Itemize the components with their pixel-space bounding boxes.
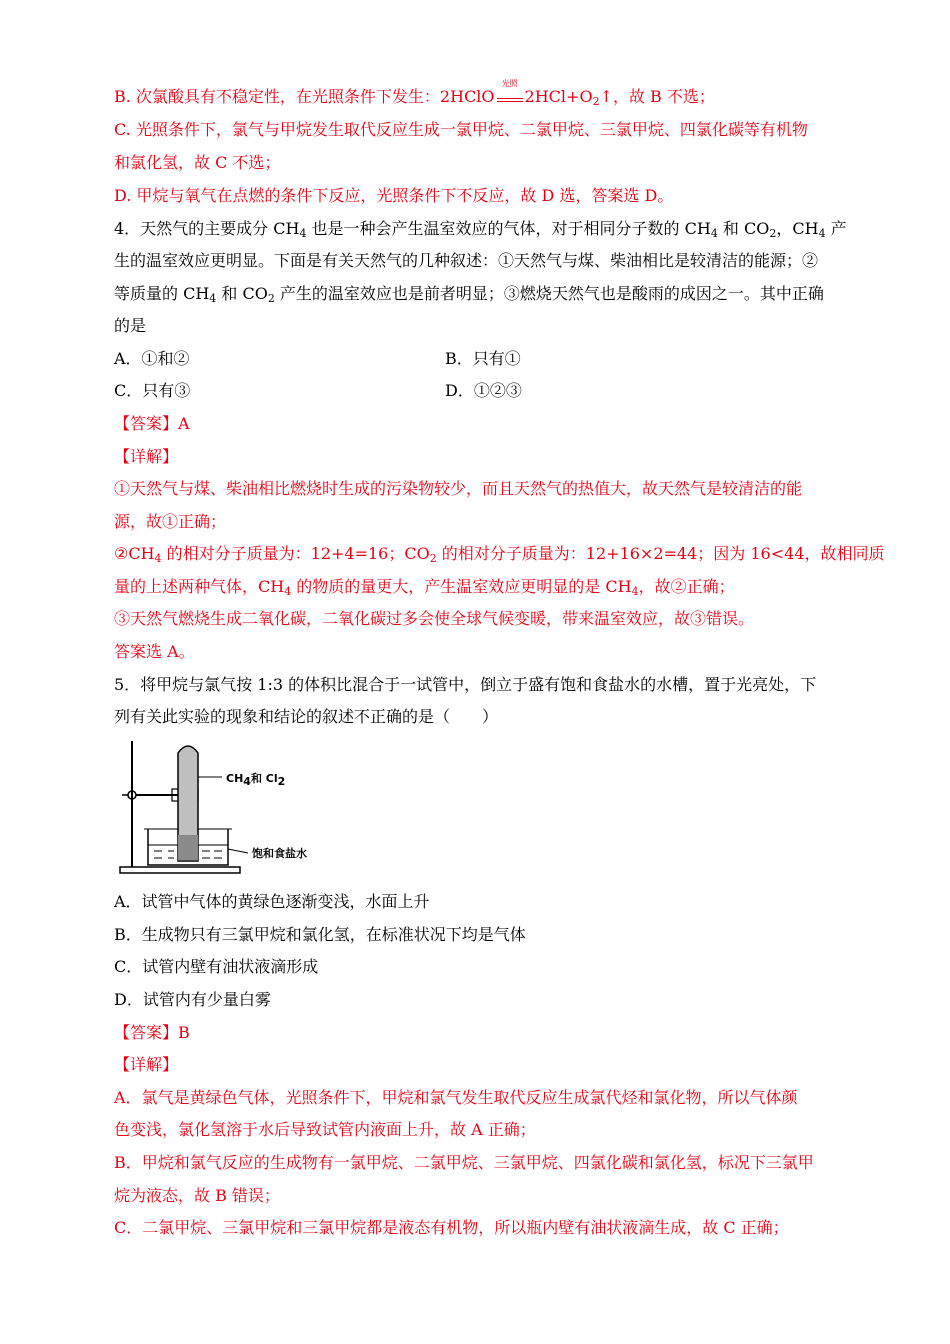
q4-explanation-4 bbox=[114, 576, 735, 598]
text: 和 CO bbox=[216, 284, 268, 303]
q5-option-d: D．试管内有少量白雾 bbox=[114, 990, 271, 1009]
q5-explanation-1: A．氯气是黄绿色气体，光照条件下，甲烷和氯气发生取代反应生成氯代烃和氯化物，所以气体颜 bbox=[114, 1088, 798, 1107]
subscript: 2 bbox=[267, 292, 275, 305]
q5-option-a: A．试管中气体的黄绿色逐渐变浅，水面上升 bbox=[114, 892, 430, 911]
q4-explanation-2: 源，故①正确； bbox=[114, 512, 227, 531]
q4-answer: 【答案】A bbox=[114, 414, 190, 433]
q4-stem-line-1 bbox=[114, 218, 847, 240]
q4-explanation-3 bbox=[114, 543, 885, 565]
text: 和 CO bbox=[717, 219, 770, 238]
subscript: 2 bbox=[592, 95, 600, 108]
q4-stem-line-3 bbox=[114, 283, 824, 305]
subscript: 4 bbox=[154, 552, 162, 565]
experiment-diagram bbox=[118, 737, 318, 877]
text: 产 bbox=[825, 219, 847, 238]
subscript: 2 bbox=[769, 227, 777, 240]
reaction-equals-sign bbox=[497, 98, 523, 102]
subscript: 4 bbox=[710, 227, 718, 240]
q5-explanation-5: C．二氯甲烷、三氯甲烷和三氯甲烷都是液态有机物，所以瓶内壁有油状液滴生成，故 C 正确； bbox=[114, 1218, 789, 1237]
text: 的物质的量更大，产生温室效应更明显的是 CH bbox=[291, 577, 632, 596]
q4-option-a: A．①和② bbox=[114, 349, 190, 368]
text: 产生的温室效应也是前者明显；③燃烧天然气也是酸雨的成因之一。其中正确 bbox=[274, 284, 824, 303]
option-b-explanation bbox=[114, 79, 715, 108]
text: 量的上述两种气体，CH bbox=[114, 577, 285, 596]
q5-explanation-4: 烷为液态，故 B 错误； bbox=[114, 1186, 280, 1205]
subscript: 4 bbox=[209, 292, 217, 305]
subscript: 4 bbox=[243, 775, 251, 788]
subscript: 4 bbox=[631, 585, 639, 598]
text: 的相对分子质量为：12+4=16；CO bbox=[161, 544, 430, 563]
option-c-explanation-2: 和氯化氢，故 C 不选； bbox=[114, 153, 281, 172]
q4-option-b: B．只有① bbox=[445, 349, 521, 368]
subscript: 2 bbox=[429, 552, 437, 565]
text: B. 次氯酸具有不稳定性，在光照条件下发生：2HClO bbox=[114, 87, 495, 106]
subscript: 2 bbox=[277, 775, 286, 788]
q5-explanation-3: B．甲烷和氯气反应的生成物有一氯甲烷、二氯甲烷、三氯甲烷、四氯化碳和氯化氢，标况下三氯甲 bbox=[114, 1153, 814, 1172]
text: 4．天然气的主要成分 CH bbox=[114, 219, 300, 238]
q5-stem-line-1: 5．将甲烷与氯气按 1:3 的体积比混合于一试管中，倒立于盛有饱和食盐水的水槽，置于光亮处，下 bbox=[114, 675, 817, 694]
text: 的相对分子质量为：12+16×2=44；因为 16<44，故相同质 bbox=[436, 544, 885, 563]
text: 2HCl+O bbox=[524, 87, 593, 106]
reaction-condition bbox=[495, 79, 525, 108]
text: ，CH bbox=[776, 219, 819, 238]
brine-label: 饱和食盐水 bbox=[252, 847, 307, 860]
q5-explanation-2: 色变浅，氯化氢溶于水后导致试管内液面上升，故 A 正确； bbox=[114, 1120, 536, 1139]
q4-option-c: C．只有③ bbox=[114, 381, 191, 400]
text: ②CH bbox=[114, 544, 155, 563]
subscript: 4 bbox=[299, 227, 307, 240]
q4-option-d: D．①②③ bbox=[445, 381, 522, 400]
subscript: 4 bbox=[284, 585, 292, 598]
text: 也是一种会产生温室效应的气体，对于相同分子数的 CH bbox=[306, 219, 711, 238]
text: ，故②正确； bbox=[638, 577, 735, 596]
q5-stem-line-2: 列有关此实验的现象和结论的叙述不正确的是（ ） bbox=[114, 707, 499, 726]
option-d-explanation: D. 甲烷与氧气在点燃的条件下反应，光照条件下不反应，故 D 选，答案选 D。 bbox=[114, 186, 674, 205]
q4-detail-heading: 【详解】 bbox=[114, 447, 179, 466]
text: ↑，故 B 不选； bbox=[599, 87, 715, 106]
q4-stem-line-4: 的是 bbox=[114, 316, 147, 335]
gas-label bbox=[226, 770, 285, 786]
q4-explanation-5: ③天然气燃烧生成二氧化碳，二氧化碳过多会使全球气候变暖，带来温室效应，故③错误。 bbox=[114, 609, 755, 628]
condition-label: 光照 bbox=[501, 79, 518, 88]
q4-explanation-6: 答案选 A。 bbox=[114, 642, 195, 661]
q4-stem-line-2: 生的温室效应更明显。下面是有关天然气的几种叙述：①天然气与煤、柴油相比是较清洁的能源；② bbox=[114, 251, 819, 270]
q5-detail-heading: 【详解】 bbox=[114, 1055, 179, 1074]
stand-base bbox=[120, 867, 240, 873]
q5-option-c: C．试管内壁有油状液滴形成 bbox=[114, 957, 319, 976]
q5-answer: 【答案】B bbox=[114, 1023, 190, 1042]
q4-explanation-1: ①天然气与煤、柴油相比燃烧时生成的污染物较少，而且天然气的热值大，故天然气是较清洁的能 bbox=[114, 479, 803, 498]
q5-option-b: B．生成物只有三氯甲烷和氯化氢，在标准状况下均是气体 bbox=[114, 925, 526, 944]
option-c-explanation-1: C. 光照条件下，氯气与甲烷发生取代反应生成一氯甲烷、二氯甲烷、三氯甲烷、四氯化碳等有机物 bbox=[114, 120, 808, 139]
text: 和 Cl bbox=[250, 772, 278, 785]
text: 等质量的 CH bbox=[114, 284, 210, 303]
subscript: 4 bbox=[818, 227, 826, 240]
text: CH bbox=[226, 772, 244, 785]
